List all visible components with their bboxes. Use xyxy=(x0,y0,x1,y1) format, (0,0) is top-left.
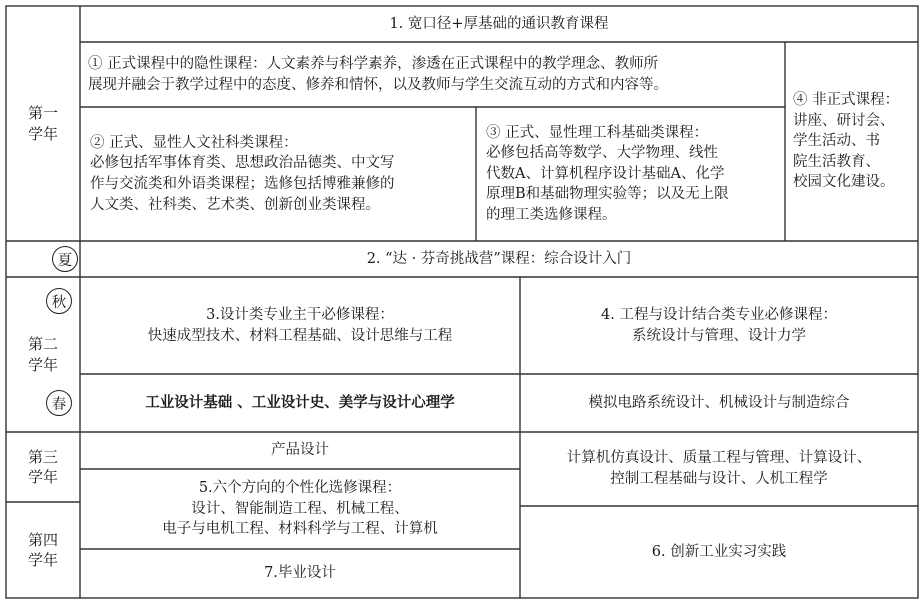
general-education-title: 1. 宽口径+厚基础的通识教育课程 xyxy=(389,15,609,32)
humanities-courses-cell: ② 正式、显性人文社科类课程： 必修包括军事体育类、思想政治品德类、中文写 作与交流类和外语类课程；选修包括博雅兼修的 人文类、社科类、艺术类、创新创业类课程。 xyxy=(90,134,395,213)
year-2-label: 第二 学年 xyxy=(27,335,58,374)
industrial-practice-cell: 6. 创新工业实习实践 xyxy=(651,543,787,560)
product-design-cell: 产品设计 xyxy=(271,442,329,459)
engineering-design-courses-cell: 4. 工程与设计结合类专业必修课程： 系统设计与管理、设计力学 xyxy=(601,306,837,344)
informal-courses-cell: ④ 非正式课程： 讲座、研讨会、 学生活动、书 院生活教育、 校园文化建设。 xyxy=(793,92,900,191)
spring-design-courses-cell: 工业设计基础 、工业设计史、美学与设计心理学 xyxy=(145,393,455,411)
design-core-courses-cell: 3.设计类专业主干必修课程： 快速成型技术、材料工程基础、设计思维与工程 xyxy=(147,306,453,344)
year-1-label: 第一 学年 xyxy=(27,104,58,143)
summer-badge: 夏 xyxy=(52,246,78,272)
spring-engineering-courses-cell: 模拟电路系统设计、机械设计与制造综合 xyxy=(588,394,850,411)
year-4-label: 第四 学年 xyxy=(27,530,58,569)
personalized-electives-cell: 5.六个方向的个性化选修课程： 设计、智能制造工程、机械工程、 电子与电机工程、材料科学与工程、计算机 xyxy=(162,480,438,538)
year3-engineering-courses-cell: 计算机仿真设计、质量工程与管理、计算设计、 控制工程基础与设计、人机工程学 xyxy=(566,450,872,487)
science-courses-cell: ③ 正式、显性理工科基础类课程： 必修包括高等数学、大学物理、线性 代数A、计算机程序设计基础A、化学 原理B和基础物理实验等；以及无上限 的理工类选修课程。 xyxy=(486,124,729,223)
graduation-design-cell: 7.毕业设计 xyxy=(264,565,336,582)
year-3-label: 第三 学年 xyxy=(27,447,58,486)
spring-badge: 春 xyxy=(46,390,72,416)
summer-camp-cell: 2. “达 · 芬奇挑战营”课程：综合设计入门 xyxy=(366,250,632,267)
autumn-badge: 秋 xyxy=(46,288,72,314)
hidden-curriculum-cell: ① 正式课程中的隐性课程：人文素养与科学素养，渗透在正式课程中的教学理念、教师所 展现并融会于教学过程中的态度、修养和情怀，以及教师与学生交流互动的方式和内容等。 xyxy=(88,55,668,93)
